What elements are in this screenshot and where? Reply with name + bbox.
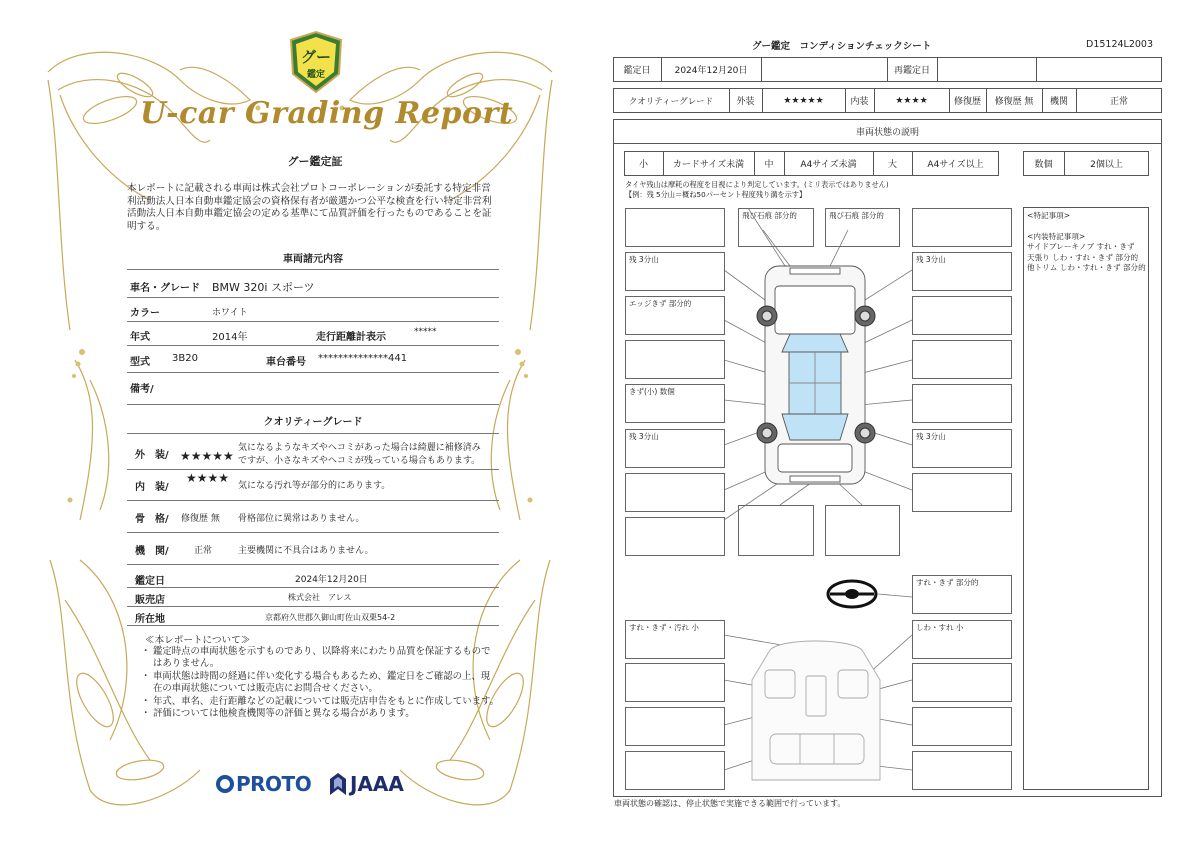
badge-text: グー [300,48,332,66]
exterior-description-1: 気になるようなキズやヘコミがあった場合は綺麗に補修済み [238,443,481,453]
condition-box [738,505,814,556]
condition-box: きず(小) 数個 [625,384,725,423]
frame-label: 骨 格/ [135,514,169,525]
condition-box: 飛び石痕 部分的 [738,208,814,247]
mileage-value: ***** [414,327,437,337]
repair-history-label: 修復歴 [949,88,987,113]
exterior-label: 外装 [729,88,763,113]
condition-box [912,208,1012,247]
appraisal-date-label: 鑑定日 [613,57,662,82]
condition-box [912,296,1012,335]
interior-description: 気になる汚れ等が部分的にあります。 [238,481,391,491]
appraisal-date-value: 2024年12月20日 [295,575,368,585]
interior-condition-box [625,663,725,702]
chassis-label: 車台番号 [266,357,306,368]
dealer-label: 販売店 [135,595,165,606]
legend-large: 大 [873,151,913,176]
legend-medium: 中 [754,151,785,176]
engine-description: 主要機関に不具合はありません。 [238,546,374,556]
steering-wheel-icon [828,581,876,607]
quality-grade-heading: クオリティーグレード [263,417,363,428]
steering-condition-box: すれ・きず 部分的 [912,575,1012,614]
appraisal-date-value: 2024年12月20日 [661,57,762,82]
tire-front-right-box: 残 3分山 [912,252,1012,291]
interior-condition-box [912,707,1012,746]
badge-sub-text: 鑑定 [306,70,326,80]
interior-label: 内 装/ [135,482,169,493]
certificate-body: 本レポートに記載される車両は株式会社プロトコーポレーションが委託する特定非営利活動法人日本自動車鑑定協会の資格保有者が厳選かつ公平な検査を行い特定非営利活動法人日本自動車鑑定協会の定める基準にて品質評価を行ったものであることを証明する。 [127,183,492,232]
condition-box [625,473,725,512]
exterior-stars: ★★★★★ [180,449,234,463]
interior-condition-box: すれ・きず・汚れ 小 [625,620,725,659]
condition-box: 飛び石痕 部分的 [825,208,900,247]
year-label: 年式 [130,332,150,343]
tire-rear-right-box: 残 3分山 [912,429,1012,468]
condition-box [625,340,725,379]
interior-label: 内装 [845,88,875,113]
legend-medium-desc: A4サイズ未満 [784,151,874,176]
notes-heading: ≪本レポートについて≫ [145,635,251,646]
certificate-title: グー鑑定証 [287,155,343,168]
tire-note-2: 【例：残 5分山＝概ね50パーセント程度残り溝を示す】 [625,190,807,199]
color-value: ホワイト [212,308,248,318]
mileage-label: 走行距離計表示 [316,332,386,343]
proto-logo-text: PROTO [236,772,312,796]
note-item: ・ 車両状態は時間の経過に伴い変化する場合もあるため、鑑定日をご確認の上、現在の車両状態については販売店にお問合せください。 [143,671,499,696]
note-item: ・ 評価については他検査機関等の評価と異なる場合があります。 [143,708,499,720]
interior-condition-box [625,751,725,790]
car-name-label: 車名・グレード [130,283,200,294]
condition-box [912,473,1012,512]
chassis-value: **************441 [318,353,408,364]
condition-box: エッジきず 部分的 [625,296,725,335]
condition-box [625,208,725,247]
interior-stars: ★★★★ [186,471,230,485]
engine-value: 正常 [194,546,213,556]
condition-box [825,505,900,556]
address-label: 所在地 [135,614,165,625]
spacer [1027,222,1145,232]
note-item: ・ 年式、車名、走行距離などの記載については販売店申告をもとに作成しています。 [143,696,499,708]
car-name-value: BMW 320i スポーツ [212,281,315,294]
exterior-description-2: ですが、小さなキズやヘコミが残っている場合もあります。 [238,456,481,466]
condition-box [625,517,725,556]
sheet-title: グー鑑定 コンディションチェックシート [752,41,932,52]
tire-front-left-box: 残 3分山 [625,252,725,291]
color-label: カラー [130,308,160,319]
repair-history-value: 修復歴 無 [986,88,1043,113]
exterior-stars: ★★★★★ [762,88,846,113]
report-title: U-car Grading Report [140,96,514,131]
legend-count-desc: 2個以上 [1090,160,1123,170]
remarks-label: 備考/ [130,384,154,395]
appraisal-date-label: 鑑定日 [135,576,165,587]
frame-value: 修復歴 無 [181,514,220,524]
interior-notes-heading: <内装特記事項> [1027,231,1086,241]
engine-label: 機 関/ [135,546,169,557]
jaaa-logo-text: JAAA [350,772,404,796]
interior-condition-box [912,751,1012,790]
frame-description: 骨格部位に異常はありません。 [238,514,365,524]
reappraisal-date-label: 再鑑定日 [887,57,938,82]
condition-box [912,340,1012,379]
interior-condition-box: しわ・すれ 小 [912,620,1012,659]
engine-value: 正常 [1109,97,1128,107]
interior-note: 天張り しわ・すれ・きず 部分的 [1027,252,1139,262]
model-value: 3B20 [172,353,198,364]
year-value: 2014年 [212,332,248,343]
interior-condition-box [625,707,725,746]
special-notes-heading: <特記事項> [1027,211,1071,220]
interior-stars: ★★★★ [874,88,950,113]
footer-note: 車両状態の確認は、停止状態で実施できる範囲で行っています。 [614,799,846,808]
spec-heading: 車両諸元内容 [283,254,343,265]
exterior-label: 外 装/ [135,450,169,461]
engine-label: 機関 [1042,88,1077,113]
condition-box [912,384,1012,423]
legend-large-desc: A4サイズ以上 [927,160,984,170]
legend-title: 車両状態の説明 [613,119,1162,144]
note-item: ・ 鑑定時点の車両状態を示すものであり、以降将来にわたり品質を保証するものではありません。 [143,646,499,671]
tire-note-1: タイヤ残山は摩耗の程度を目視により判定しています。(ミリ表示ではありません) [625,180,889,189]
special-notes-box [1023,207,1149,790]
interior-note: サイドブレーキノブ すれ・きず [1027,242,1135,252]
legend-small: 小 [624,151,664,176]
quality-grade-label: クオリティーグレード [613,88,730,113]
dealer-value: 株式会社 アレス [288,593,352,602]
interior-condition-box [912,663,1012,702]
document-id: D15124L2003 [1086,39,1154,50]
model-label: 型式 [130,357,150,368]
interior-note: 他トリム しわ・すれ・きず 部分的 [1027,263,1146,273]
tire-rear-left-box: 残 3分山 [625,429,725,468]
legend-small-desc: カードサイズ未満 [663,151,755,176]
address-value: 京都府久世郡久御山町佐山双栗54-2 [265,613,396,622]
legend-count: 数個 [1023,151,1065,176]
